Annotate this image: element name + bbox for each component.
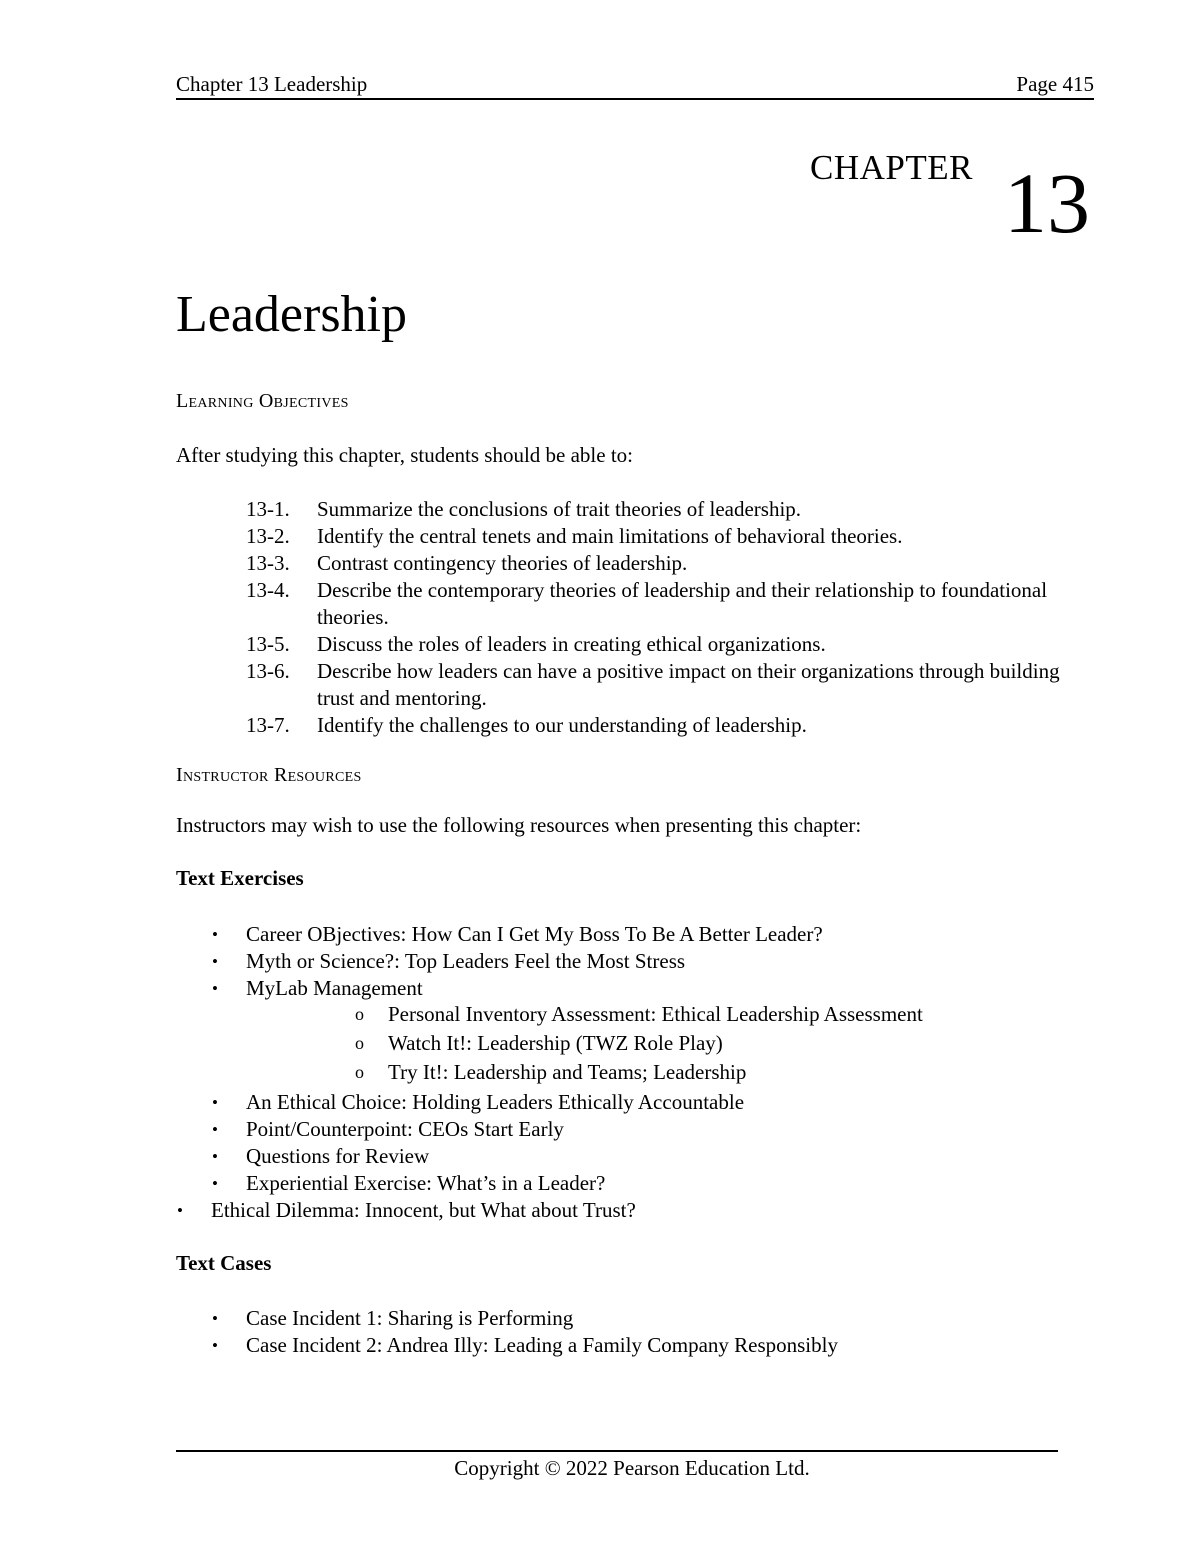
learning-objectives-heading: Learning Objectives xyxy=(176,390,349,412)
instructor-resources-heading: Instructor Resources xyxy=(176,764,362,786)
chapter-number: 13 xyxy=(1004,155,1090,251)
objective-number: 13-4. xyxy=(246,578,290,602)
text-exercises-heading: Text Exercises xyxy=(176,866,304,890)
text-cases-list xyxy=(212,1305,838,1359)
text-cases-heading: Text Cases xyxy=(176,1251,272,1275)
objective-item xyxy=(246,550,1077,577)
objective-text: Discuss the roles of leaders in creating ethical organizations. xyxy=(317,632,826,656)
objective-item xyxy=(246,658,1077,712)
list-item: • Career OBjectives: How Can I Get My Boss To Be A Better Leader? xyxy=(212,922,823,946)
objective-text: Describe how leaders can have a positive impact on their organizations through building trust and mentoring. xyxy=(317,659,1060,710)
text-exercises-list xyxy=(212,921,823,1002)
bullet-icon: • xyxy=(177,1201,183,1220)
bullet-icon: • xyxy=(212,952,218,971)
objective-text: Identify the challenges to our understanding of leadership. xyxy=(317,713,807,737)
running-header-page: Page 415 xyxy=(1016,72,1094,96)
objective-number: 13-1. xyxy=(246,497,290,521)
bullet-icon: • xyxy=(212,925,218,944)
circle-bullet-icon: o xyxy=(355,1062,364,1082)
learning-objectives-list xyxy=(246,496,1077,739)
page-title: Leadership xyxy=(176,286,408,343)
bullet-icon: • xyxy=(212,1120,218,1139)
list-item: • Point/Counterpoint: CEOs Start Early xyxy=(212,1117,564,1141)
sub-list-item: o Personal Inventory Assessment: Ethical Leadership Assessment xyxy=(355,1002,923,1026)
bullet-icon: • xyxy=(212,979,218,998)
footer-divider xyxy=(176,1450,1058,1452)
copyright-footer: Copyright © 2022 Pearson Education Ltd. xyxy=(454,1456,810,1480)
text-exercises-list-continued xyxy=(212,1089,745,1197)
list-item: • Case Incident 1: Sharing is Performing xyxy=(212,1306,574,1330)
objective-number: 13-5. xyxy=(246,632,290,656)
objective-item xyxy=(246,631,1077,658)
list-item: • MyLab Management xyxy=(212,976,423,1000)
chapter-word: CHAPTER xyxy=(810,148,973,187)
circle-bullet-icon: o xyxy=(355,1004,364,1024)
running-header-chapter: Chapter 13 Leadership xyxy=(176,72,368,96)
objective-number: 13-7. xyxy=(246,713,290,737)
circle-bullet-icon: o xyxy=(355,1033,364,1053)
instructor-resources-intro: Instructors may wish to use the following resources when presenting this chapter: xyxy=(176,813,862,837)
list-item: • Myth or Science?: Top Leaders Feel the Most Stress xyxy=(212,949,686,973)
header-divider xyxy=(176,98,1094,100)
objective-number: 13-2. xyxy=(246,524,290,548)
sub-list-item: o Try It!: Leadership and Teams; Leadership xyxy=(355,1060,747,1084)
objective-number: 13-6. xyxy=(246,659,290,683)
bullet-icon: • xyxy=(212,1309,218,1328)
objective-text: Describe the contemporary theories of leadership and their relationship to foundational theories. xyxy=(317,578,1048,629)
list-item: • Case Incident 2: Andrea Illy: Leading a Family Company Responsibly xyxy=(212,1333,838,1357)
objective-item xyxy=(246,577,1077,631)
objective-item xyxy=(246,523,1077,550)
bullet-icon: • xyxy=(212,1093,218,1112)
sub-list-item: o Watch It!: Leadership (TWZ Role Play) xyxy=(355,1031,723,1055)
bullet-icon: • xyxy=(212,1174,218,1193)
objective-text: Contrast contingency theories of leadership. xyxy=(317,551,688,575)
objective-item xyxy=(246,496,1077,523)
objective-item xyxy=(246,712,1077,739)
learning-objectives-intro: After studying this chapter, students should be able to: xyxy=(176,443,633,467)
list-item: • Experiential Exercise: What’s in a Leader? xyxy=(212,1171,606,1195)
objective-number: 13-3. xyxy=(246,551,290,575)
objective-text: Summarize the conclusions of trait theories of leadership. xyxy=(317,497,802,521)
list-item: • An Ethical Choice: Holding Leaders Ethically Accountable xyxy=(212,1090,745,1114)
objective-text: Identify the central tenets and main limitations of behavioral theories. xyxy=(317,524,903,548)
list-item: • Questions for Review xyxy=(212,1144,430,1168)
list-item: • Ethical Dilemma: Innocent, but What about Trust? xyxy=(177,1198,636,1222)
text-exercises-outdented xyxy=(177,1197,636,1224)
bullet-icon: • xyxy=(212,1336,218,1355)
bullet-icon: • xyxy=(212,1147,218,1166)
